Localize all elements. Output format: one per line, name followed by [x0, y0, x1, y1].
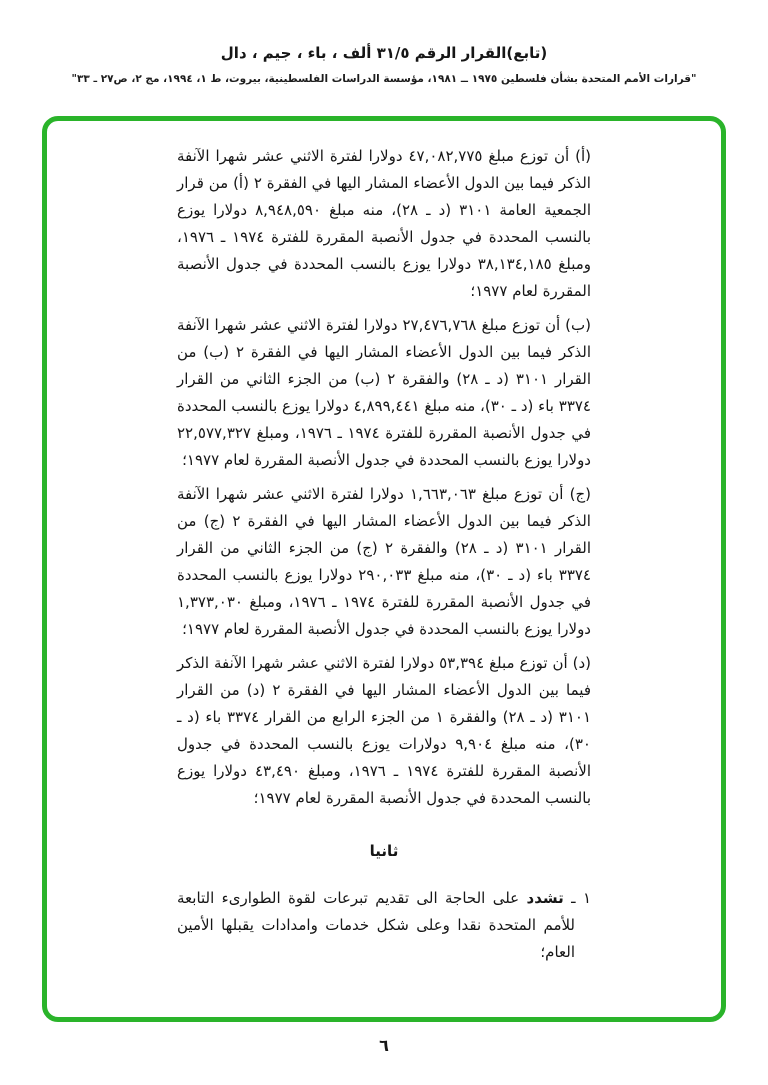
page-footer [0, 1036, 768, 1055]
operative-paragraph-1 [177, 885, 591, 966]
content-border [42, 116, 726, 1022]
resolution-body [177, 143, 591, 966]
item-text: على الحاجة الى تقديم تبرعات لقوة الطوارىء التابعة للأمم المتحدة نقدا وعلى شكل خدمات وامدادات يقبلها الأمين العام؛ [177, 889, 575, 961]
paragraph-b: (ب) أن توزع مبلغ ٢٧,٤٧٦,٧٦٨ دولارا لفترة الاثني عشر شهرا الآنفة الذكر فيما بين الدول الأعضاء المشار اليها في الفقرة ٢ (ب) من القرار ٣١٠١ (د ـ ٢٨) والفقرة ٢ (ب) من الجزء الثاني من القرار ٣٣٧٤ باء (د ـ ٣٠)، منه مبلغ ٤,٨٩٩,٤٤١ دولارا يوزع بالنسب المحددة في جدول الأنصبة المقررة للفترة ١٩٧٤ ـ ١٩٧٦، ومبلغ ٢٢,٥٧٧,٣٢٧ دولارا يوزع بالنسب المحددة في جدول الأنصبة المقررة لعام ١٩٧٧؛ [177, 316, 592, 469]
source-citation: "قرارات الأمم المتحدة بشأن فلسطين ١٩٧٥ ــ ١٩٨١، مؤسسة الدراسات الفلسطينية، بيروت، ط ١، ١٩٩٤، مج ٢، ص٢٧ ـ ٣٣" [71, 73, 697, 85]
paragraph-d: (د) أن توزع مبلغ ٥٣,٣٩٤ دولارا لفترة الاثني عشر شهرا الآنفة الذكر فيما بين الدول الأعضاء المشار اليها في الفقرة ٢ (د) من القرار ٣١٠١ (د ـ ٢٨) والفقرة ١ من الجزء الرابع من القرار ٣٣٧٤ باء (د ـ ٣٠)، منه مبلغ ٩,٩٠٤ دولارات يوزع بالنسب المحددة في جدول الأنصبة المقررة للفترة ١٩٧٤ ـ ١٩٧٦، ومبلغ ٤٣,٤٩٠ دولارا يوزع بالنسب المحددة في جدول الأنصبة المقررة لعام ١٩٧٧؛ [177, 654, 592, 807]
resolution-title: (تابع)القرار الرقم ٣١/٥ ألف ، باء ، جيم ، دال [220, 44, 548, 62]
section-heading-thaniyan: ثانيا [369, 842, 399, 860]
document-header [0, 0, 768, 85]
paragraph-c: (ج) أن توزع مبلغ ١,٦٦٣,٠٦٣ دولارا لفترة الاثني عشر شهرا الآنفة الذكر فيما بين الدول الأعضاء المشار اليها في الفقرة ٢ (ج) من القرار ٣١٠١ (د ـ ٢٨) والفقرة ٢ (ج) من الجزء الثاني من القرار ٣٣٧٤ باء (د ـ ٣٠)، منه مبلغ ٢٩٠,٠٣٣ دولارا يوزع بالنسب المحددة في جدول الأنصبة المقررة للفترة ١٩٧٤ ـ ١٩٧٦، ومبلغ ١,٣٧٣,٠٣٠ دولارا يوزع بالنسب المحددة في جدول الأنصبة المقررة لعام ١٩٧٧؛ [177, 485, 592, 638]
page-number: ٦ [379, 1036, 389, 1055]
paragraph-a: (أ) أن توزع مبلغ ٤٧,٠٨٢,٧٧٥ دولارا لفترة الاثني عشر شهرا الآنفة الذكر فيما بين الدول الأعضاء المشار اليها في الفقرة ٢ (أ) من قرار الجمعية العامة ٣١٠١ (د ـ ٢٨)، منه مبلغ ٨,٩٤٨,٥٩٠ دولارا يوزع بالنسب المحددة في جدول الأنصبة المقررة للفترة ١٩٧٤ ـ ١٩٧٦، ومبلغ ٣٨,١٣٤,١٨٥ دولارا يوزع بالنسب المحددة في جدول الأنصبة المقررة لعام ١٩٧٧؛ [177, 147, 592, 300]
item-keyword: تشدد [526, 889, 564, 907]
item-number: ١ ـ [563, 889, 591, 907]
